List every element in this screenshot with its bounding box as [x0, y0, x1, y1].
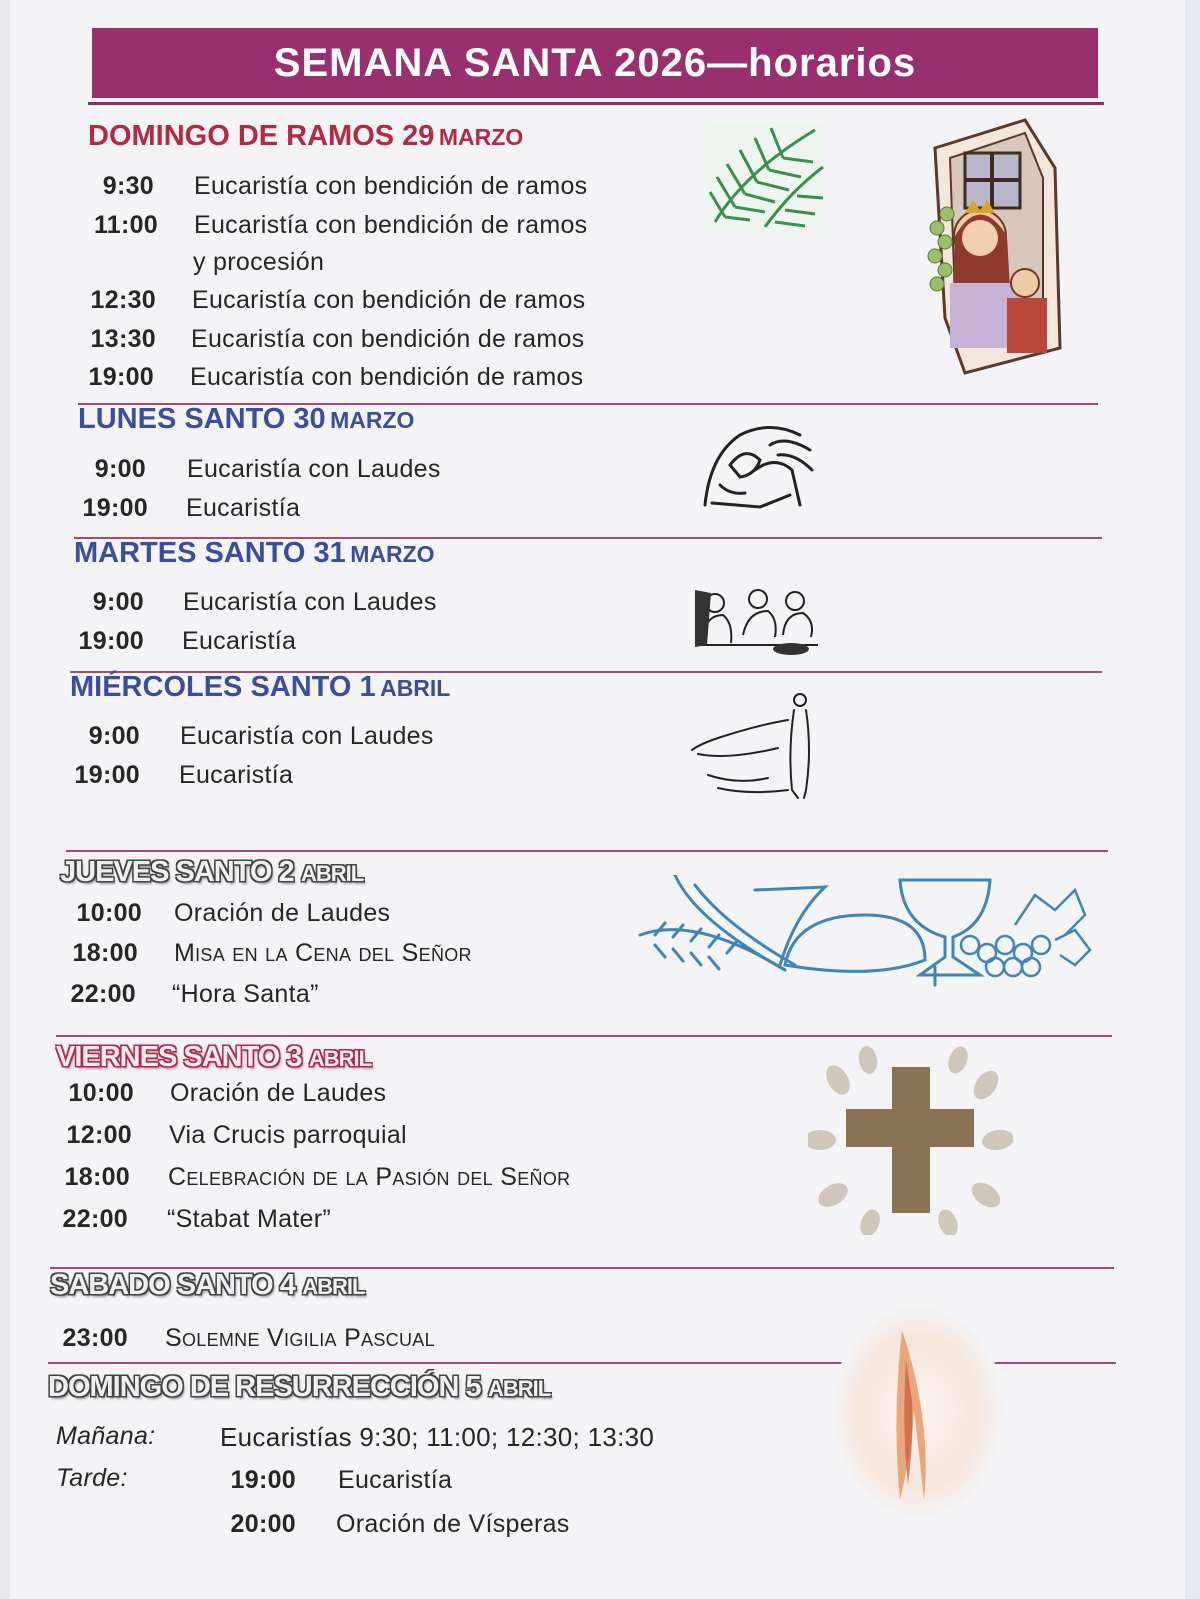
time-label: 22:00	[70, 980, 136, 1008]
event-description: Eucaristía	[186, 494, 301, 522]
cross-with-footprints-icon	[808, 1045, 1013, 1235]
event-description: Celebración de la Pasión del Señor	[168, 1163, 571, 1191]
section-divider	[56, 1035, 1112, 1037]
event-description: Via Crucis parroquial	[169, 1121, 407, 1149]
bread-chalice-grapes-icon	[635, 875, 1095, 990]
time-label: 18:00	[64, 1163, 130, 1191]
palm-leaves-icon	[705, 122, 825, 232]
time-label: 9:00	[92, 588, 144, 616]
time-label: 13:30	[90, 325, 156, 353]
event-description: Oración de Laudes	[174, 899, 391, 927]
day-heading-domingo-resurreccion: DOMINGO DE RESURRECCIÓN 5 ABRIL	[48, 1371, 551, 1403]
time-label: 9:30	[102, 172, 154, 200]
event-description: Eucaristía	[179, 761, 294, 789]
time-label: 9:00	[94, 455, 146, 483]
event-description: Solemne Vigilia Pascual	[165, 1324, 435, 1352]
event-description: “Stabat Mater”	[167, 1205, 331, 1233]
disciples-at-table-icon	[693, 585, 823, 665]
title-divider	[88, 102, 1104, 105]
time-label: 12:30	[90, 286, 156, 314]
event-description: Eucaristía con bendición de ramos	[194, 172, 588, 200]
event-description-continued: y procesión	[193, 248, 325, 276]
day-heading-martes-santo: MARTES SANTO 31 MARZO	[74, 537, 435, 569]
event-description: Eucaristía	[338, 1466, 453, 1494]
time-label: 10:00	[68, 1079, 134, 1107]
poster-title: SEMANA SANTA 2026—horarios	[92, 28, 1098, 98]
day-heading-viernes-santo: VIERNES SANTO 3 ABRIL	[56, 1041, 372, 1073]
event-description: “Hora Santa”	[172, 980, 319, 1008]
morning-masses: Eucaristías 9:30; 11:00; 12:30; 13:30	[220, 1422, 655, 1452]
paschal-flame-icon	[828, 1300, 1008, 1525]
afternoon-label: Tarde:	[56, 1464, 128, 1492]
time-label: 19:00	[74, 761, 140, 789]
day-heading-domingo-ramos: DOMINGO DE RAMOS 29 MARZO	[88, 120, 524, 152]
event-description: Eucaristía con Laudes	[183, 588, 437, 616]
day-heading-jueves-santo: JUEVES SANTO 2 ABRIL	[60, 856, 364, 888]
event-description: Oración de Laudes	[170, 1079, 387, 1107]
betrayal-sketch-icon	[688, 690, 818, 808]
time-label: 11:00	[93, 211, 158, 239]
event-description: Oración de Vísperas	[336, 1510, 570, 1538]
morning-label: Mañana:	[56, 1422, 156, 1450]
day-heading-miercoles-santo: MIÉRCOLES SANTO 1 ABRIL	[70, 671, 451, 703]
time-label: 19:00	[88, 363, 154, 391]
event-description: Eucaristía con bendición de ramos	[191, 325, 585, 353]
day-heading-sabado-santo: SABADO SANTO 4 ABRIL	[50, 1269, 365, 1301]
time-label: 18:00	[72, 939, 138, 967]
time-label: 19:00	[78, 627, 144, 655]
time-label: 10:00	[76, 899, 142, 927]
day-heading-lunes-santo: LUNES SANTO 30 MARZO	[78, 403, 415, 435]
event-description: Eucaristía	[182, 627, 297, 655]
event-description: Eucaristía con bendición de ramos	[192, 286, 586, 314]
virgin-and-child-icon	[925, 118, 1075, 376]
event-description: Eucaristía con bendición de ramos	[194, 211, 588, 239]
time-label: 22:00	[62, 1205, 128, 1233]
time-label: 19:00	[82, 494, 148, 522]
time-label: 19:00	[230, 1466, 296, 1494]
anointing-sketch-icon	[700, 415, 818, 517]
time-label: 9:00	[88, 722, 140, 750]
event-description: Eucaristía con Laudes	[180, 722, 434, 750]
event-description: Misa en la Cena del Señor	[174, 939, 472, 967]
time-label: 23:00	[62, 1324, 128, 1352]
time-label: 20:00	[230, 1510, 296, 1538]
event-description: Eucaristía con bendición de ramos	[190, 363, 584, 391]
time-label: 12:00	[66, 1121, 132, 1149]
event-description: Eucaristía con Laudes	[187, 455, 441, 483]
section-divider	[66, 850, 1108, 852]
